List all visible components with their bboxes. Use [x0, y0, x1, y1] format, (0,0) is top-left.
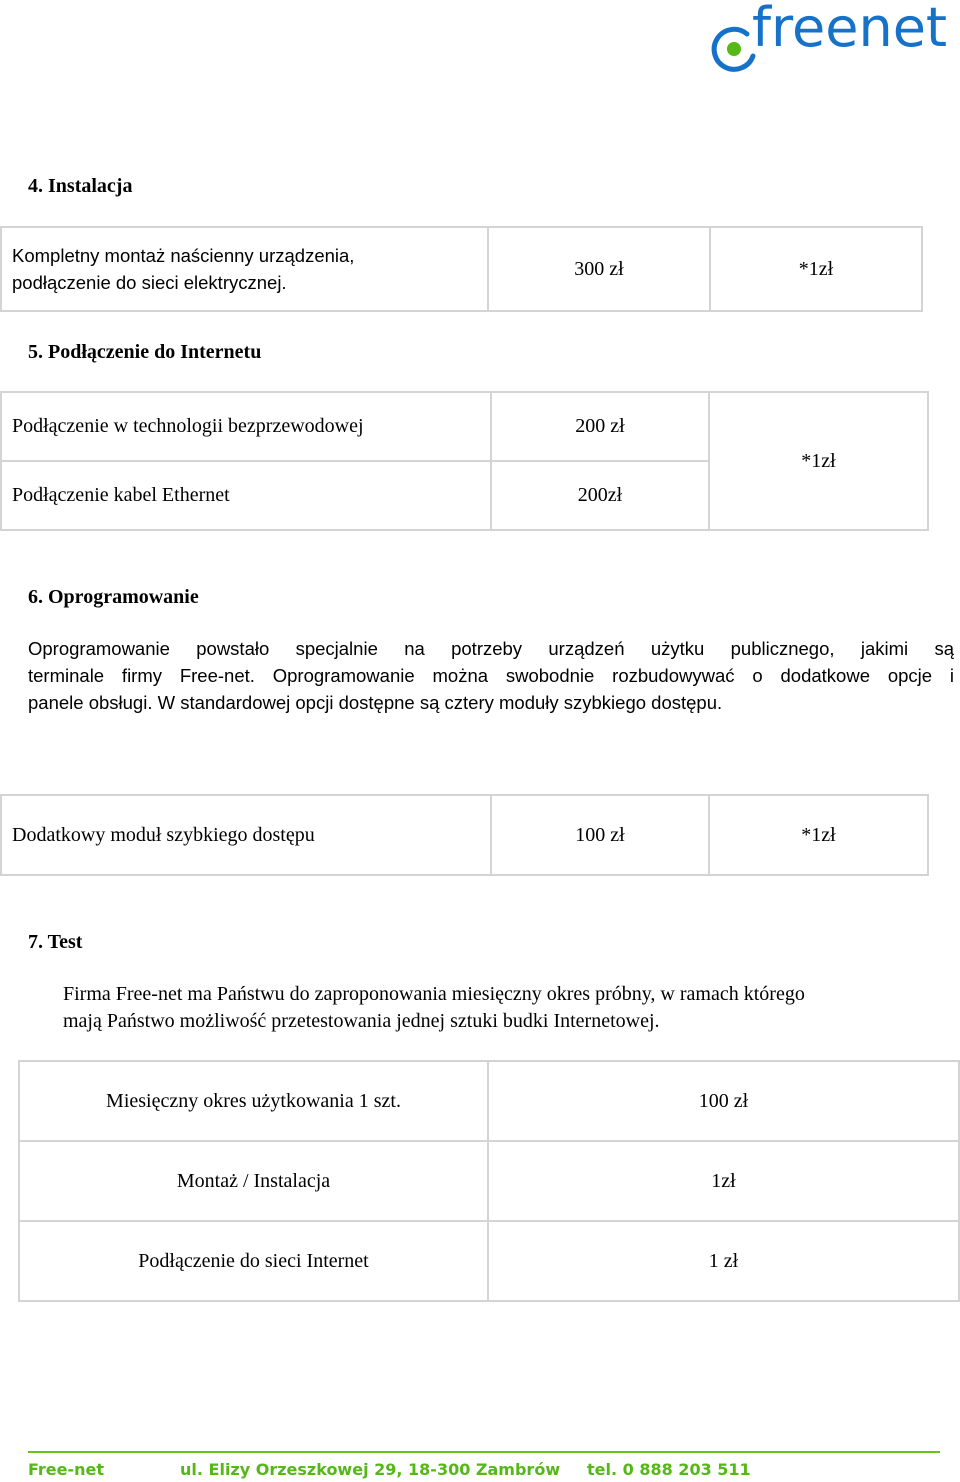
footer-company: Free-net — [28, 1460, 105, 1479]
internet-row-description: Podłączenie kabel Ethernet — [1, 461, 491, 530]
software-paragraph: Oprogramowanie powstało specjalnie na potrzeby urządzeń użytku publicznego, jakimi są terminale firmy Free-net. Oprogramowanie można swobodnie rozbudowywać o dodatkowe opcje i panele obsługi. W standardowej opcji dostępne są cztery moduły szybkiego dostępu. — [28, 638, 954, 713]
installation-table — [0, 226, 923, 312]
internet-row-price: 200zł — [491, 461, 709, 530]
test-paragraph: Firma Free-net ma Państwu do zaproponowania miesięczny okres próbny, w ramach którego mają Państwo możliwość przetestowania jednej sztuki budki Internetowej. — [63, 983, 805, 1032]
section-heading-installation: 4. Instalacja — [28, 175, 133, 197]
freenet-logo — [700, 0, 950, 82]
internet-row-description: Podłączenie w technologii bezprzewodowej — [1, 392, 491, 461]
section-heading-internet: 5. Podłączenie do Internetu — [28, 341, 262, 363]
table-row — [1, 227, 922, 311]
test-row-price: 1 zł — [488, 1221, 959, 1301]
section-heading-test: 7. Test — [28, 931, 83, 953]
software-module-description: Dodatkowy moduł szybkiego dostępu — [1, 795, 491, 875]
installation-promo-price: *1zł — [710, 227, 922, 311]
footer-phone: tel. 0 888 203 511 — [587, 1460, 751, 1479]
section-heading-software: 6. Oprogramowanie — [28, 586, 199, 608]
table-row — [19, 1061, 959, 1141]
test-row-description: Podłączenie do sieci Internet — [19, 1221, 488, 1301]
software-module-price: 100 zł — [491, 795, 709, 875]
internet-table — [0, 391, 929, 531]
internet-promo-price: *1zł — [709, 392, 928, 530]
table-row — [1, 795, 928, 875]
test-table — [18, 1060, 960, 1302]
software-module-promo-price: *1zł — [709, 795, 928, 875]
footer-address: ul. Elizy Orzeszkowej 29, 18-300 Zambrów — [180, 1460, 561, 1479]
table-row — [1, 392, 928, 461]
footer-divider — [28, 1451, 940, 1453]
table-row — [19, 1141, 959, 1221]
internet-row-price: 200 zł — [491, 392, 709, 461]
software-table — [0, 794, 929, 876]
table-row — [19, 1221, 959, 1301]
logo-green-dot-icon — [727, 42, 741, 56]
test-row-description: Miesięczny okres użytkowania 1 szt. — [19, 1061, 488, 1141]
installation-price: 300 zł — [488, 227, 710, 311]
test-row-description: Montaż / Instalacja — [19, 1141, 488, 1221]
test-row-price: 1zł — [488, 1141, 959, 1221]
logo-wordmark: freenet — [752, 0, 948, 59]
installation-description: Kompletny montaż naścienny urządzenia, podłączenie do sieci elektrycznej. — [1, 227, 488, 311]
test-row-price: 100 zł — [488, 1061, 959, 1141]
